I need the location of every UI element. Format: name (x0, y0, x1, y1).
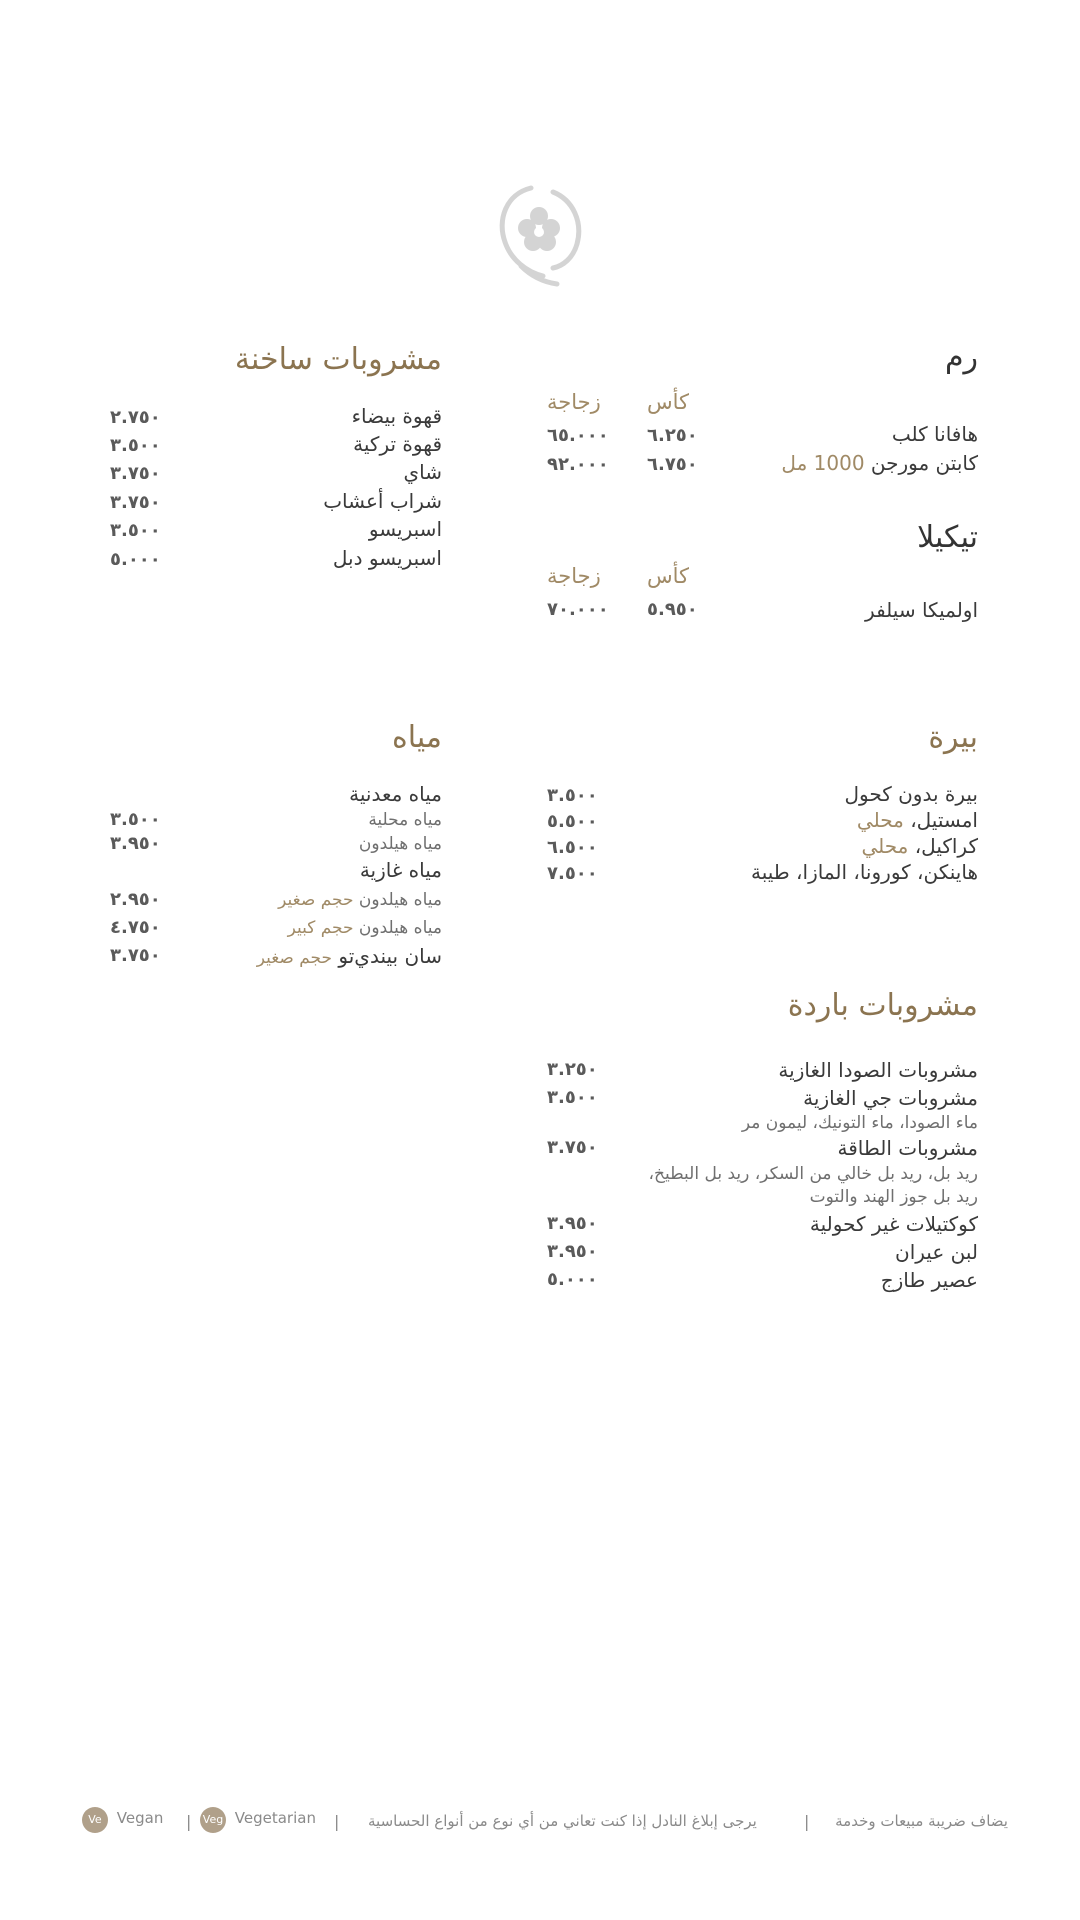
tequila-col-bottle: زجاجة (547, 564, 601, 588)
rum-item-bottle-price: ٦٥.٠٠٠ (547, 425, 609, 446)
hot-item-name: اسبريسو دبل (332, 546, 442, 570)
water-item-name: مياه هيلدون حجم كبير (287, 918, 442, 938)
cold-item-price: ٣.٧٥٠ (547, 1137, 598, 1158)
footer-separator: | (334, 1812, 340, 1831)
size-tag: حجم صغير (278, 890, 354, 910)
tequila-title: تيكيلا (917, 520, 978, 555)
water-item-name: مياه محلية (368, 810, 442, 830)
vegan-icon: Ve (82, 1807, 108, 1833)
beer-item-name: هاينكن، كورونا، المازا، طيبة (750, 860, 978, 884)
hot-item-price: ٣.٧٥٠ (110, 463, 161, 484)
footer-separator: | (186, 1812, 192, 1831)
tequila-item-bottle-price: ٧٠.٠٠٠ (547, 599, 609, 620)
beer-title: بيرة (928, 720, 978, 755)
cold-item-price: ٣.٩٥٠ (547, 1213, 598, 1234)
hot-drinks-title: مشروبات ساخنة (234, 342, 442, 377)
hot-item-name: اسبريسو (368, 517, 442, 541)
cold-item-name: عصير طازج (880, 1268, 978, 1292)
rum-item-name: هافانا كلب (891, 422, 978, 446)
rum-col-glass: كأس (647, 390, 690, 414)
hot-item-name: شاي (403, 460, 442, 484)
hot-item-name: شراب أعشاب (323, 489, 442, 513)
footer-allergy-note: يرجى إبلاغ النادل إذا كنت تعاني من أي نوع من أنواع الحساسية (368, 1812, 757, 1830)
hot-item-name: قهوة تركية (353, 432, 442, 456)
water-item-name: مياه هيلدون حجم صغير (278, 890, 442, 910)
cold-item-desc: ريد بل، ريد بل خالي من السكر، ريد بل البطيخ، (648, 1164, 978, 1184)
footer-tax-note: يضاف ضريبة مبيعات وخدمة (835, 1812, 1008, 1830)
footer-vegan-legend: Ve Vegan (82, 1807, 163, 1833)
water-item-name: سان بيندي‌تو حجم صغير (256, 944, 442, 968)
tequila-item-glass-price: ٥.٩٥٠ (647, 599, 698, 620)
water-item-price: ٣.٧٥٠ (110, 945, 161, 966)
rum-item-name: كابتن مورجن 1000 مل (781, 451, 978, 475)
beer-item-price: ٦.٥٠٠ (547, 837, 598, 858)
cold-item-name: مشروبات الصودا الغازية (778, 1058, 978, 1082)
local-tag: محلي (856, 808, 904, 832)
hot-item-price: ٣.٧٥٠ (110, 492, 161, 513)
cold-item-price: ٣.٩٥٠ (547, 1241, 598, 1262)
water-still-label: مياه معدنية (349, 782, 442, 806)
rum-col-bottle: زجاجة (547, 390, 601, 414)
water-item-price: ٣.٥٠٠ (110, 809, 161, 830)
hot-item-price: ٥.٠٠٠ (110, 549, 161, 570)
rum-item-bottle-price: ٩٢.٠٠٠ (547, 454, 609, 475)
cold-drinks-title: مشروبات باردة (787, 988, 978, 1023)
rum-title: رم (944, 340, 978, 375)
size-tag: 1000 مل (781, 451, 865, 475)
cold-item-desc: ريد بل جوز الهند والتوت (809, 1187, 978, 1207)
cold-item-price: ٣.٢٥٠ (547, 1059, 598, 1080)
cold-item-name: مشروبات جي الغازية (803, 1086, 978, 1110)
footer-separator: | (804, 1812, 810, 1831)
beer-item-name: امستيل، محلي (856, 808, 978, 832)
water-item-price: ٣.٩٥٠ (110, 833, 161, 854)
water-item-price: ٤.٧٥٠ (110, 917, 161, 938)
cold-item-name: كوكتيلات غير كحولية (809, 1212, 978, 1236)
beer-item-price: ٣.٥٠٠ (547, 785, 598, 806)
tequila-col-glass: كأس (647, 564, 690, 588)
size-tag: حجم صغير (256, 948, 333, 968)
cold-item-price: ٣.٥٠٠ (547, 1087, 598, 1108)
hot-item-price: ٣.٥٠٠ (110, 520, 161, 541)
vegetarian-icon: Veg (200, 1807, 226, 1833)
beer-item-price: ٧.٥٠٠ (547, 863, 598, 884)
rum-item-glass-price: ٦.٢٥٠ (647, 425, 698, 446)
tequila-item-name: اولميكا سيلفر (865, 598, 978, 622)
beer-item-name: بيرة بدون كحول (844, 782, 978, 806)
beer-item-name: كراكيل، محلي (861, 834, 978, 858)
hot-item-price: ٣.٥٠٠ (110, 435, 161, 456)
cold-item-desc: ماء الصودا، ماء التونيك، ليمون مر (741, 1113, 978, 1133)
water-title: مياه (392, 720, 442, 755)
water-sparkling-label: مياه غازية (359, 858, 442, 882)
water-item-name: مياه هيلدون (358, 834, 442, 854)
brand-logo-icon (491, 180, 587, 288)
local-tag: محلي (861, 834, 909, 858)
hot-item-price: ٢.٧٥٠ (110, 407, 161, 428)
hot-item-name: قهوة بيضاء (351, 404, 442, 428)
cold-item-name: مشروبات الطاقة (837, 1136, 978, 1160)
cold-item-price: ٥.٠٠٠ (547, 1269, 598, 1290)
water-item-price: ٢.٩٥٠ (110, 889, 161, 910)
footer-vegetarian-legend: Veg Vegetarian (200, 1807, 316, 1833)
size-tag: حجم كبير (287, 918, 354, 938)
cold-item-name: لبن عيران (895, 1240, 978, 1264)
beer-item-price: ٥.٥٠٠ (547, 811, 598, 832)
rum-item-glass-price: ٦.٧٥٠ (647, 454, 698, 475)
